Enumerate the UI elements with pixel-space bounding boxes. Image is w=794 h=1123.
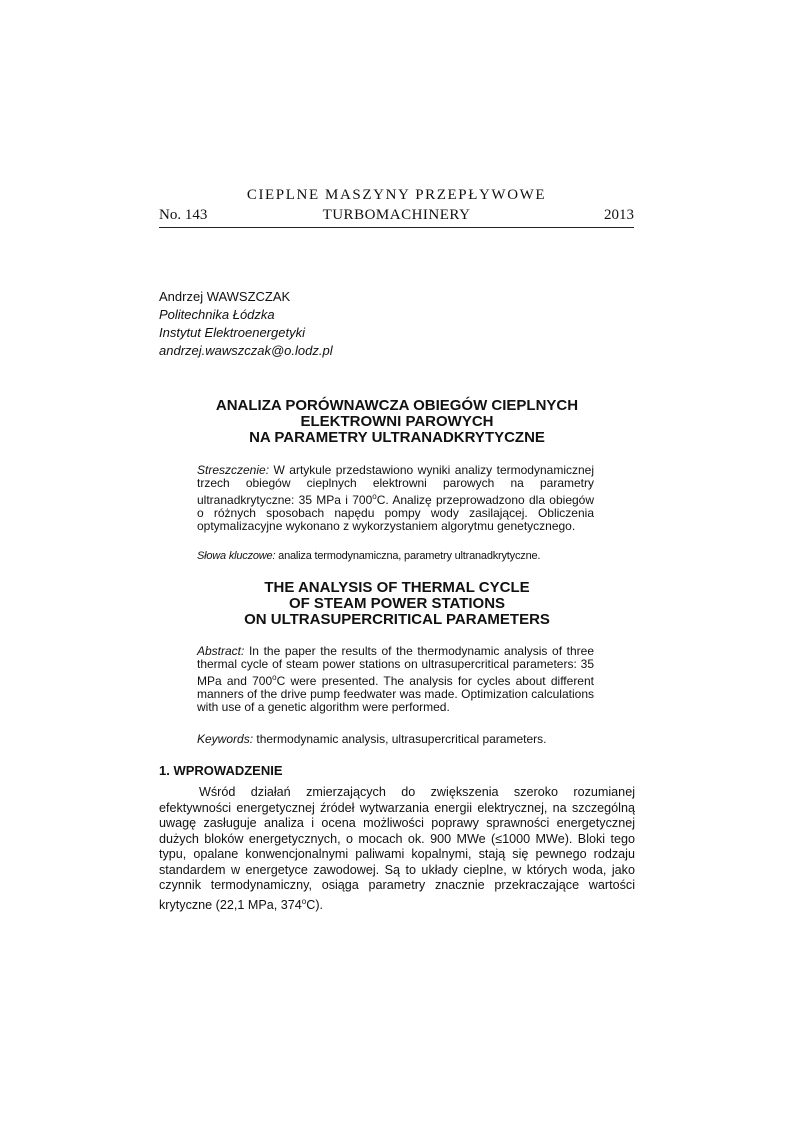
journal-subtitle: TURBOMACHINERY bbox=[322, 207, 471, 223]
paragraph-text: Wśród działań zmierzających do zwiększenia szeroko rozumianej efektywności energetycznej źródeł wytwarzania energii elektrycznej, na szczególną uwagę zasługuje analiza i ocena możliwości poprawy sprawności energetycznej dużych bloków energetycznych, o mocach ok. 900 MWe (≤1000 MWe). Bloki tego typu, opalane konwencjonalnymi paliwami kopalnymi, stają się pewnego rodzaju standardem w energetyce zawodowej. Są to układy cieplne, w których woda, jako czynnik termodynamiczny, osiąga parametry znacznie przekraczające wartości krytyczne (22,1 MPa, 374 bbox=[159, 785, 635, 912]
journal-title: CIEPLNE MASZYNY PRZEPŁYWOWE bbox=[246, 187, 547, 203]
author-email[interactable]: andrzej.wawszczak@o.lodz.pl bbox=[159, 343, 333, 358]
paragraph-text-end: C). bbox=[306, 897, 324, 912]
polish-abstract-label: Streszczenie: bbox=[197, 463, 270, 477]
polish-keywords-label: Słowa kluczowe: bbox=[197, 550, 276, 562]
polish-keywords bbox=[197, 550, 597, 562]
english-title-line: OF STEAM POWER STATIONS bbox=[288, 595, 506, 612]
polish-title-line: NA PARAMETRY ULTRANADKRYTYCZNE bbox=[249, 429, 545, 446]
english-keywords-label: Keywords: bbox=[197, 732, 254, 746]
polish-abstract-text-end: C. Analizę przeprowadzono dla obiegów o różnych sposobach napędu pompy wody zasilającej. Obliczenia optymalizacyjne wykonano z wykorzystaniem algorytmu genetycznego. bbox=[197, 493, 594, 533]
english-title-line: THE ANALYSIS OF THERMAL CYCLE bbox=[264, 579, 530, 596]
english-keywords-text: thermodynamic analysis, ultrasupercritical parameters. bbox=[253, 732, 547, 746]
english-abstract-text-end: C were presented. The analysis for cycles about different manners of the drive pump feedwater was made. Optimization calculations with use of a genetic algorithm were performed. bbox=[197, 674, 594, 714]
degree-symbol: o bbox=[272, 673, 277, 682]
degree-symbol: o bbox=[301, 896, 307, 906]
author-name: Andrzej WAWSZCZAK bbox=[159, 289, 291, 304]
issue-number: No. 143 bbox=[159, 207, 208, 223]
polish-abstract bbox=[197, 464, 594, 533]
english-abstract-label: Abstract: bbox=[197, 644, 245, 658]
english-abstract-text: In the paper the results of the thermodynamic analysis of three thermal cycle of steam power stations on ultrasupercritical parameters: 35 MPa and 700 bbox=[197, 644, 594, 688]
author-block bbox=[159, 288, 333, 360]
introduction-paragraph bbox=[159, 785, 635, 913]
polish-title bbox=[159, 398, 635, 446]
section-heading: 1. WPROWADZENIE bbox=[159, 763, 283, 778]
author-institution: Politechnika Łódzka bbox=[159, 307, 275, 322]
polish-title-line: ANALIZA PORÓWNAWCZA OBIEGÓW CIEPLNYCH bbox=[215, 397, 579, 414]
english-keywords bbox=[197, 732, 597, 746]
author-department: Instytut Elektroenergetyki bbox=[159, 325, 305, 340]
journal-info-row bbox=[159, 207, 634, 228]
publication-year: 2013 bbox=[604, 207, 634, 223]
english-title-line: ON ULTRASUPERCRITICAL PARAMETERS bbox=[244, 611, 550, 628]
polish-keywords-text: analiza termodynamiczna, parametry ultranadkrytyczne. bbox=[275, 550, 541, 562]
english-title bbox=[159, 580, 635, 628]
polish-title-line: ELEKTROWNI PAROWYCH bbox=[300, 413, 494, 430]
english-abstract bbox=[197, 645, 594, 714]
degree-symbol: o bbox=[372, 492, 377, 501]
polish-abstract-text: W artykule przedstawiono wyniki analizy termodynamicznej trzech obiegów cieplnych elektrowni parowych na parametry ultranadkrytyczne: 35 MPa i 700 bbox=[197, 463, 594, 507]
